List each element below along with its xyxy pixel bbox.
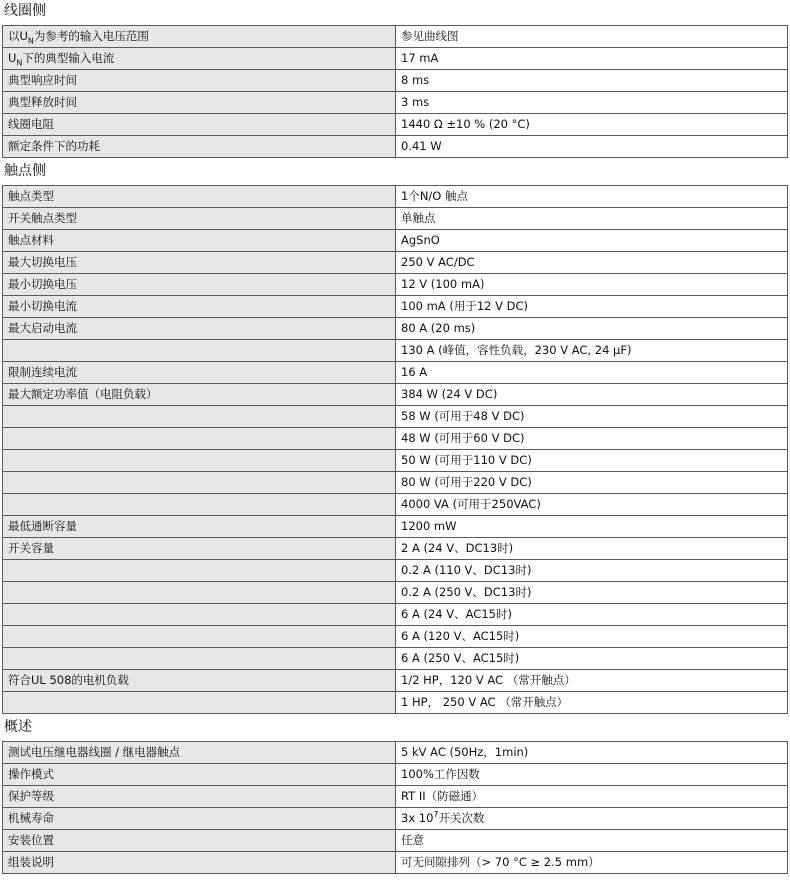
spec-label (3, 626, 396, 648)
spec-value: 1 HP， 250 V AC （常开触点） (396, 692, 788, 714)
table-row (3, 186, 788, 208)
spec-label: 最大额定功率值（电阻负载） (3, 384, 396, 406)
spec-value: 50 W (可用于110 V DC) (396, 450, 788, 472)
spec-label (3, 406, 396, 428)
table-row (3, 136, 788, 158)
spec-label: 安装位置 (3, 830, 396, 852)
table-row (3, 362, 788, 384)
table-row (3, 252, 788, 274)
spec-table (2, 741, 788, 874)
spec-table (2, 185, 788, 714)
table-row (3, 230, 788, 252)
spec-label: 典型响应时间 (3, 70, 396, 92)
spec-value: 80 A (20 ms) (396, 318, 788, 340)
spec-value: 6 A (120 V、AC15时) (396, 626, 788, 648)
spec-value: 80 W (可用于220 V DC) (396, 472, 788, 494)
table-row (3, 450, 788, 472)
table-row (3, 384, 788, 406)
table-row (3, 764, 788, 786)
table-row (3, 692, 788, 714)
table-row (3, 670, 788, 692)
table-row (3, 428, 788, 450)
spec-label (3, 472, 396, 494)
spec-value: 48 W (可用于60 V DC) (396, 428, 788, 450)
table-row (3, 786, 788, 808)
spec-label: 操作模式 (3, 764, 396, 786)
spec-value: 384 W (24 V DC) (396, 384, 788, 406)
spec-label: 最小切换电压 (3, 274, 396, 296)
spec-label: $U_N$下的典型输入电流 (3, 48, 396, 70)
spec-label: 机械寿命 (3, 808, 396, 830)
spec-value: 1个N/O 触点 (396, 186, 788, 208)
table-row (3, 626, 788, 648)
spec-value: 130 A (峰值，容性负载，230 V AC, 24 μF) (396, 340, 788, 362)
spec-value: 4000 VA (可用于250VAC) (396, 494, 788, 516)
spec-value: 1200 mW (396, 516, 788, 538)
table-row (3, 808, 788, 830)
spec-label: 保护等级 (3, 786, 396, 808)
spec-label (3, 450, 396, 472)
spec-value: 0.2 A (110 V、DC13时) (396, 560, 788, 582)
spec-label: 限制连续电流 (3, 362, 396, 384)
spec-label (3, 340, 396, 362)
table-row (3, 406, 788, 428)
spec-label: 开关容量 (3, 538, 396, 560)
table-row (3, 472, 788, 494)
spec-value: 单触点 (396, 208, 788, 230)
table-row (3, 582, 788, 604)
spec-label (3, 692, 396, 714)
spec-label (3, 648, 396, 670)
spec-label: 以$U_N$为参考的输入电压范围 (3, 26, 396, 48)
spec-label (3, 428, 396, 450)
section-title: 触点侧 (4, 163, 46, 179)
table-row (3, 742, 788, 764)
table-row (3, 560, 788, 582)
spec-label (3, 494, 396, 516)
spec-value: 3 ms (396, 92, 788, 114)
spec-value: 5 kV AC (50Hz，1min) (396, 742, 788, 764)
spec-value: AgSnO (396, 230, 788, 252)
spec-value: 8 ms (396, 70, 788, 92)
spec-label: 额定条件下的功耗 (3, 136, 396, 158)
spec-label (3, 560, 396, 582)
spec-label: 符合UL 508的电机负载 (3, 670, 396, 692)
spec-value: 250 V AC/DC (396, 252, 788, 274)
table-row (3, 296, 788, 318)
spec-value: 0.41 W (396, 136, 788, 158)
spec-label: 触点类型 (3, 186, 396, 208)
spec-value: 1440 Ω ±10 % (20 °C) (396, 114, 788, 136)
spec-value: 6 A (250 V、AC15时) (396, 648, 788, 670)
spec-value: 100%工作因数 (396, 764, 788, 786)
table-row (3, 92, 788, 114)
spec-value: 58 W (可用于48 V DC) (396, 406, 788, 428)
spec-label: 最大启动电流 (3, 318, 396, 340)
spec-label: 最低通断容量 (3, 516, 396, 538)
table-row (3, 516, 788, 538)
spec-table (2, 25, 788, 158)
table-row (3, 830, 788, 852)
spec-label: 最小切换电流 (3, 296, 396, 318)
table-row (3, 538, 788, 560)
spec-value: 12 V (100 mA) (396, 274, 788, 296)
spec-value: 1/2 HP，120 V AC （常开触点） (396, 670, 788, 692)
table-row (3, 208, 788, 230)
table-row (3, 852, 788, 874)
spec-value: 6 A (24 V、AC15时) (396, 604, 788, 626)
spec-label: 最大切换电压 (3, 252, 396, 274)
spec-value: 3x $10^7$开关次数 (396, 808, 788, 830)
table-row (3, 648, 788, 670)
spec-label: 触点材料 (3, 230, 396, 252)
spec-label: 线圈电阻 (3, 114, 396, 136)
spec-value: 2 A (24 V、DC13时) (396, 538, 788, 560)
section-title: 概述 (4, 719, 32, 735)
section-title: 线圈侧 (4, 3, 46, 19)
table-row (3, 604, 788, 626)
table-row (3, 494, 788, 516)
table-row (3, 26, 788, 48)
spec-label (3, 604, 396, 626)
table-row (3, 70, 788, 92)
table-row (3, 340, 788, 362)
spec-label: 组装说明 (3, 852, 396, 874)
spec-value: 可无间隙排列（> 70 °C ≥ 2.5 mm） (396, 852, 788, 874)
spec-value: 17 mA (396, 48, 788, 70)
table-row (3, 318, 788, 340)
spec-label (3, 582, 396, 604)
spec-value: 100 mA (用于12 V DC) (396, 296, 788, 318)
spec-value: 参见曲线图 (396, 26, 788, 48)
spec-value: 16 A (396, 362, 788, 384)
spec-label: 测试电压继电器线圈 / 继电器触点 (3, 742, 396, 764)
table-row (3, 274, 788, 296)
spec-label: 开关触点类型 (3, 208, 396, 230)
table-row (3, 114, 788, 136)
spec-value: 0.2 A (250 V、DC13时) (396, 582, 788, 604)
spec-sections (0, 2, 790, 874)
spec-value: RT II（防磁通） (396, 786, 788, 808)
spec-value: 任意 (396, 830, 788, 852)
table-row (3, 48, 788, 70)
spec-label: 典型释放时间 (3, 92, 396, 114)
